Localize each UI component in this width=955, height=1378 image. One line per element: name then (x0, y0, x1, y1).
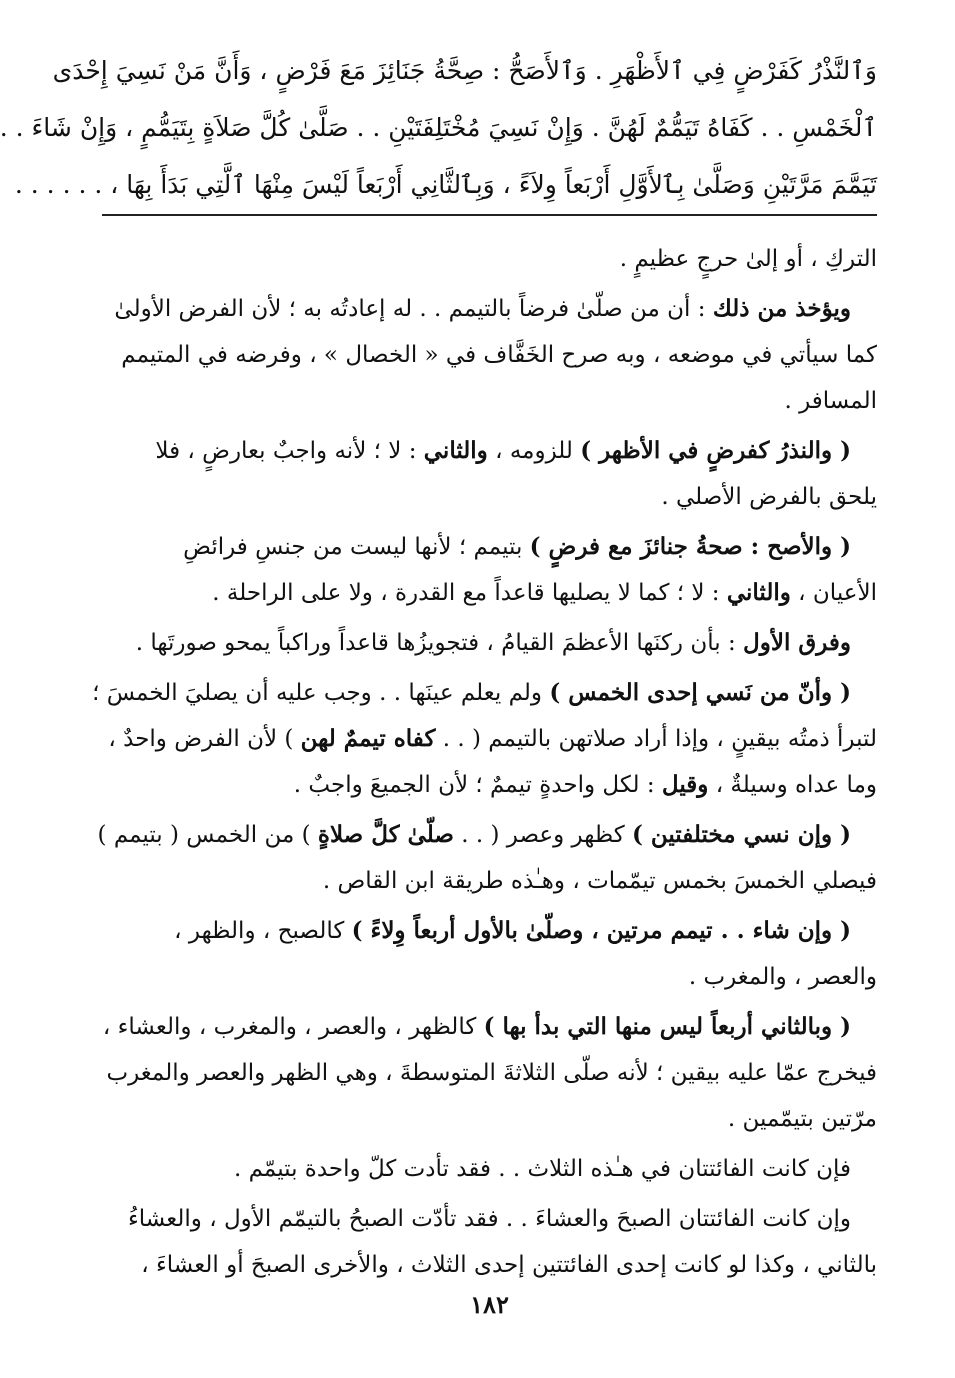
paragraph (102, 428, 877, 520)
text-line: وفرق الأول : بأن ركنَها الأعظمَ القيامُ ، فتجويزُها قاعداً وراكباً يمحو صورتَها . (135, 629, 851, 656)
text-line: وما عداه وسيلةٌ ، وقيل : لكل واحدةٍ تيممٌ ؛ لأن الجميعَ واجبٌ . (293, 771, 877, 798)
matn-quote: صلّىٰ كلَّ صلاةٍ (317, 821, 454, 848)
paragraph (102, 286, 877, 424)
paragraph (102, 1004, 877, 1142)
matn-quote: ( وإن نسي مختلفتين ) (631, 821, 851, 848)
matn-quote: ( والأصح : صحةُ جنائزَ مع فرضٍ ) (529, 533, 851, 560)
text-line: كما سيأتي في موضعه ، وبه صرح الخَفَّاف في « الخصال » ، وفرضه في المتيمم (121, 342, 877, 368)
separator-line (102, 214, 877, 216)
matn-line: تَيَمَّمَ مَرَّتَيْنِ وَصَلَّىٰ بِٱلأَوَّلِ أَرْبَعاً وِلاَءً ، وَبِٱلثَّانِي أَرْبَعاً لَيْسَ مِنْهَا ٱلَّتِي بَدَأَ بِهَا ، . . . . . . (14, 170, 877, 199)
matn-line: ٱلْخَمْسِ . . كَفَاهُ تَيَمُّمٌ لَهُنَّ . وَإِنْ نَسِيَ مُخْتَلِفَتَيْنِ . . صَلَّىٰ كُلَّ صَلاَةٍ بِتَيَمُّمٍ ، وَإِنْ شَاءَ . . (0, 113, 877, 142)
matn-quote: ( وبالثاني أربعاً ليس منها التي بدأ بها ) (483, 1013, 851, 1040)
bold-term: ويؤخذ من ذلك (712, 295, 851, 322)
matn-quote: كفاه تيممٌ لهن (300, 725, 436, 752)
matn-quote: ( وأنّ من نَسي إحدى الخمس ) (549, 679, 851, 706)
bold-term: وفرق الأول (743, 629, 851, 656)
text-line: فيخرج عمّا عليه بيقين ؛ لأنه صلّى الثلاثةَ المتوسطةَ ، وهي الظهر والعصر والمغرب (106, 1060, 877, 1086)
matn-line: وَٱلنَّذْرُ كَفَرْضٍ فِي ٱلأَظْهَرِ . وَٱلأَصَحُّ : صِحَّةُ جَنَائِزَ مَعَ فَرْضٍ ، وَأَنَّ مَنْ نَسِيَ إِحْدَى (52, 56, 877, 85)
paragraph (102, 524, 877, 616)
text-line: التركِ ، أو إلىٰ حرجٍ عظيمٍ . (619, 246, 877, 272)
commentary-text (92, 236, 877, 1292)
text-line: ويؤخذ من ذلك : أن من صلّىٰ فرضاً بالتيمم . . له إعادتُه به ؛ لأن الفرض الأولىٰ (114, 295, 851, 322)
text-line: ( وإن نسي مختلفتين ) كظهر وعصر ( . . صلّىٰ كلَّ صلاةٍ ) من الخمس ( بتيمم ) (97, 821, 851, 848)
text-line: بالثاني ، وكذا لو كانت إحدى الفائتتين إحدى الثلاث ، والأخرى الصبحَ أو العشاءَ ، (141, 1252, 877, 1278)
text-line: فيصلي الخمسَ بخمس تيمّمات ، وهـٰذه طريقة ابن القاص . (322, 868, 877, 894)
text-line: الأعيان ، والثاني : لا ؛ كما لا يصليها قاعداً مع القدرة ، ولا على الراحلة . (212, 579, 877, 606)
paragraph (102, 1146, 877, 1192)
page-number: ١٨٢ (470, 1290, 509, 1319)
bold-term: والثاني (726, 579, 791, 606)
text-line: يلحق بالفرض الأصلي . (661, 484, 877, 510)
paragraph (102, 620, 877, 666)
bold-term: وقيل (661, 771, 709, 798)
text-line: لتبرأ ذمتُه بيقينٍ ، وإذا أراد صلاتهن بالتيمم ( . . كفاه تيممٌ لهن ) لأن الفرض واحدٌ ، (108, 725, 877, 752)
text-line: ( والأصح : صحةُ جنائزَ مع فرضٍ ) بتيمم ؛ لأنها ليست من جنسِ فرائضِ (183, 533, 851, 560)
text-line: ( وأنّ من نَسي إحدى الخمس ) ولم يعلم عينَها . . وجب عليه أن يصليَ الخمسَ ؛ (92, 679, 851, 706)
matn-quote: ( وإن شاء . . تيمم مرتين ، وصلّىٰ بالأول أربعاً وِلاءً ) (351, 917, 851, 944)
text-line: مرّتين بتيمّمين . (727, 1106, 877, 1132)
matn-text (0, 42, 877, 213)
bold-term: والثاني (423, 437, 488, 464)
paragraph (97, 812, 877, 904)
matn-quote: ( والنذرُ كفرضٍ في الأظهر ) (580, 437, 851, 464)
text-line: فإن كانت الفائتتان في هـٰذه الثلاث . . فقد تأدت كلّ واحدة بتيمّم . (233, 1156, 851, 1182)
text-line: وإن كانت الفائتتان الصبحَ والعشاءَ . . فقد تأدّت الصبحُ بالتيمّم الأول ، والعشاءُ (127, 1206, 851, 1232)
paragraph (102, 1196, 877, 1288)
text-line: ( والنذرُ كفرضٍ في الأظهر ) للزومه ، والثاني : لا ؛ لأنه واجبٌ بعارضٍ ، فلا (155, 437, 851, 464)
paragraph (102, 908, 877, 1000)
text-line: ( وإن شاء . . تيمم مرتين ، وصلّىٰ بالأول أربعاً وِلاءً ) كالصبح ، والظهر ، (174, 917, 851, 944)
text-line: المسافر . (784, 388, 877, 414)
text-line: ( وبالثاني أربعاً ليس منها التي بدأ بها ) كالظهر ، والعصر ، والمغرب ، والعشاء ، (102, 1013, 851, 1040)
text-line: والعصر ، والمغرب . (688, 964, 877, 990)
paragraph (92, 670, 877, 808)
paragraph (102, 236, 877, 282)
